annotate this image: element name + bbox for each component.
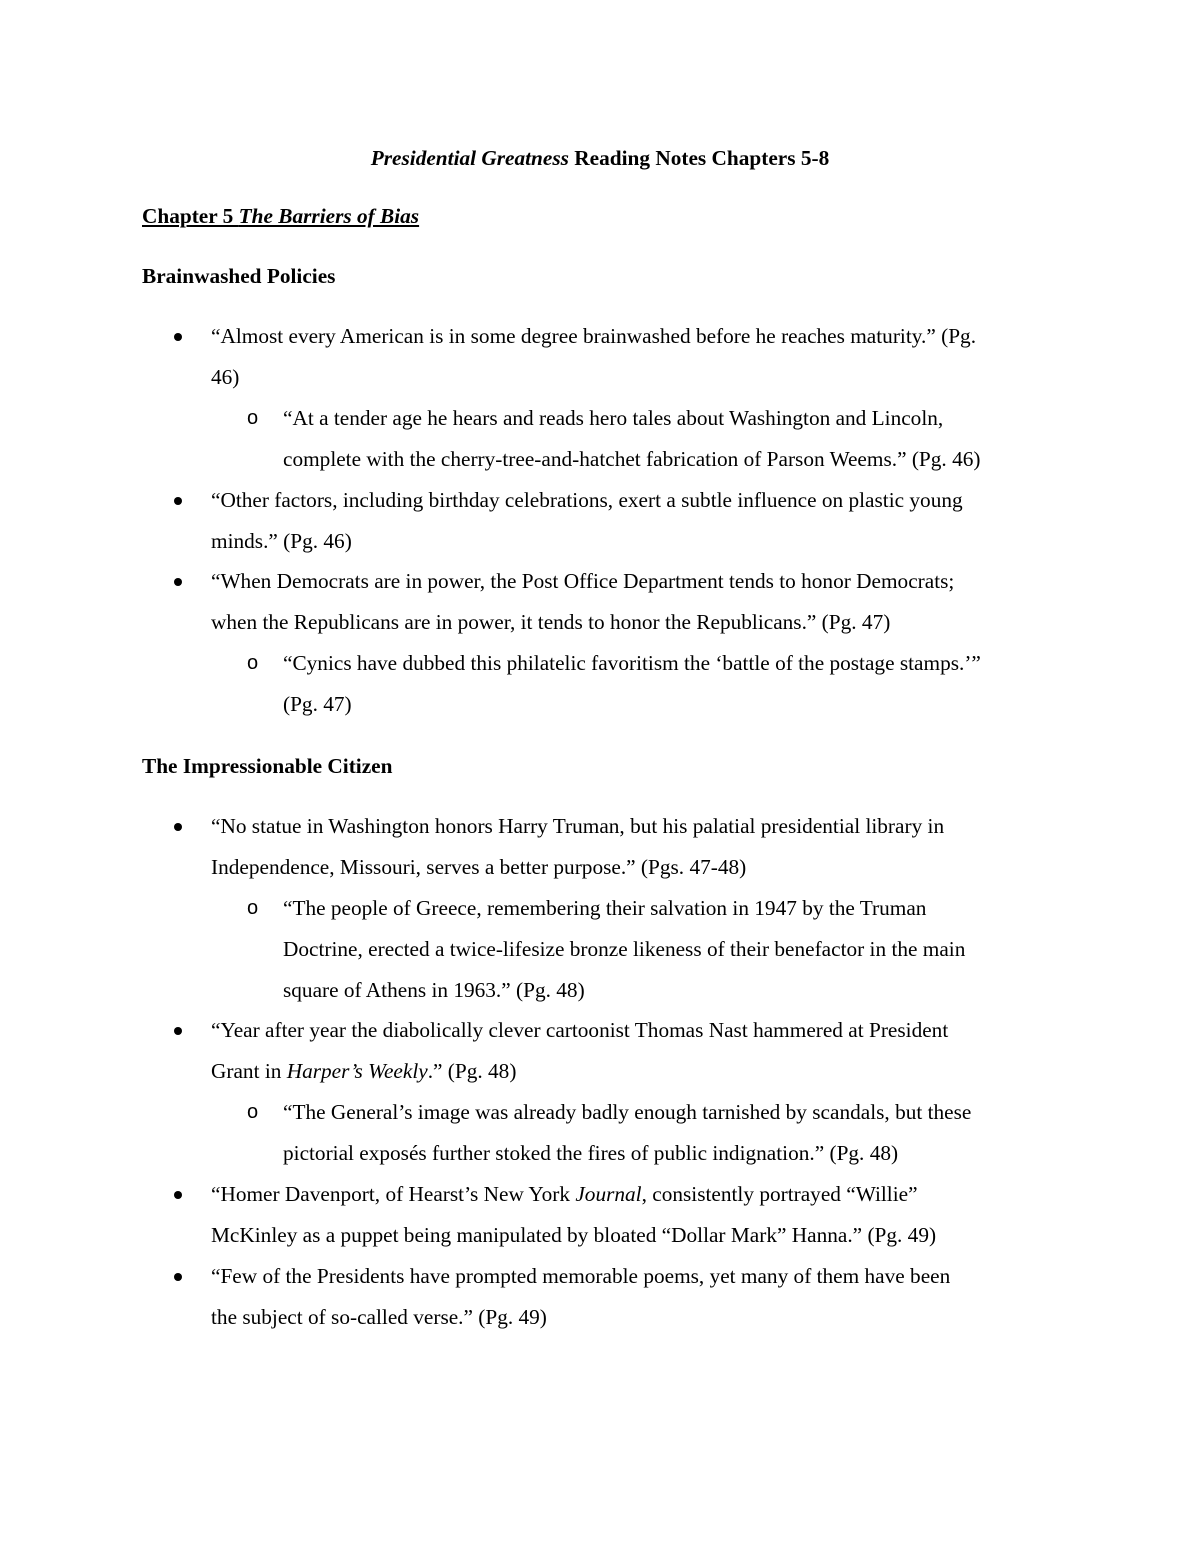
item-line [211, 1174, 1071, 1215]
list-item [211, 1010, 1071, 1092]
item-line: complete with the cherry-tree-and-hatchet fabrication of Parson Weems.” (Pg. 46) [283, 447, 981, 471]
item-line: “Other factors, including birthday celebrations, exert a subtle influence on plastic young [211, 488, 963, 512]
item-text: Grant in [211, 1059, 287, 1083]
item-line: “When Democrats are in power, the Post Office Department tends to honor Democrats; [211, 569, 955, 593]
bullet-icon [174, 497, 182, 505]
item-line: “Few of the Presidents have prompted memorable poems, yet many of them have been [211, 1264, 951, 1288]
item-line: “Almost every American is in some degree brainwashed before he reaches maturity.” (Pg. [211, 324, 977, 348]
sub-list-item [247, 888, 1073, 1011]
chapter-label: Chapter 5 [142, 204, 239, 228]
list-item [211, 1174, 1071, 1256]
sub-bullet-icon: o [247, 652, 259, 674]
item-line: (Pg. 47) [283, 692, 352, 716]
bullet-icon [174, 823, 182, 831]
item-line: “At a tender age he hears and reads hero tales about Washington and Lincoln, [283, 406, 944, 430]
publication-title: Journal [575, 1182, 642, 1206]
section-heading-impressionable-citizen: The Impressionable Citizen [142, 754, 393, 778]
chapter-heading [142, 200, 419, 232]
sub-bullet-icon: o [247, 407, 259, 429]
sub-list-item [247, 643, 1073, 725]
item-line: “Cynics have dubbed this philatelic favoritism the ‘battle of the postage stamps.’” [283, 651, 981, 675]
bullet-icon [174, 1027, 182, 1035]
bullet-icon [174, 1191, 182, 1199]
title-book-name: Presidential Greatness [370, 146, 569, 170]
item-line: McKinley as a puppet being manipulated by bloated “Dollar Mark” Hanna.” (Pg. 49) [211, 1223, 937, 1247]
item-line [211, 1051, 1071, 1092]
item-line: “No statue in Washington honors Harry Truman, but his palatial presidential library in [211, 814, 945, 838]
chapter-title: The Barriers of Bias [238, 204, 420, 228]
sub-list-item [247, 398, 1073, 480]
item-line: Independence, Missouri, serves a better purpose.” (Pgs. 47-48) [211, 855, 747, 879]
bullet-icon [174, 333, 182, 341]
sub-bullet-icon: o [247, 897, 259, 919]
item-line: “Year after year the diabolically clever cartoonist Thomas Nast hammered at President [211, 1018, 949, 1042]
sub-list-item [247, 1092, 1073, 1174]
list-item [211, 561, 1071, 643]
list-item [211, 480, 1071, 562]
section-heading-brainwashed-policies: Brainwashed Policies [142, 264, 336, 288]
item-line: when the Republicans are in power, it tends to honor the Republicans.” (Pg. 47) [211, 610, 891, 634]
sub-bullet-icon: o [247, 1101, 259, 1123]
item-line: square of Athens in 1963.” (Pg. 48) [283, 978, 585, 1002]
list-item [211, 316, 1071, 398]
title-rest: Reading Notes Chapters 5-8 [568, 146, 830, 170]
item-line: “The General’s image was already badly enough tarnished by scandals, but these [283, 1100, 972, 1124]
list-item [211, 806, 1071, 888]
item-text: .” (Pg. 48) [427, 1059, 517, 1083]
item-line: 46) [211, 365, 240, 389]
item-line: “The people of Greece, remembering their salvation in 1947 by the Truman [283, 896, 927, 920]
item-text: “Homer Davenport, of Hearst’s New York [211, 1182, 576, 1206]
publication-title: Harper’s Weekly [286, 1059, 428, 1083]
bullet-icon [174, 1273, 182, 1281]
bullet-icon [174, 578, 182, 586]
item-text: , consistently portrayed “Willie” [641, 1182, 918, 1206]
item-line: the subject of so-called verse.” (Pg. 49) [211, 1305, 547, 1329]
item-line: pictorial exposés further stoked the fires of public indignation.” (Pg. 48) [283, 1141, 899, 1165]
item-line: Doctrine, erected a twice-lifesize bronze likeness of their benefactor in the main [283, 937, 966, 961]
item-line: minds.” (Pg. 46) [211, 529, 352, 553]
list-item [211, 1256, 1071, 1338]
document-title [0, 142, 1200, 174]
